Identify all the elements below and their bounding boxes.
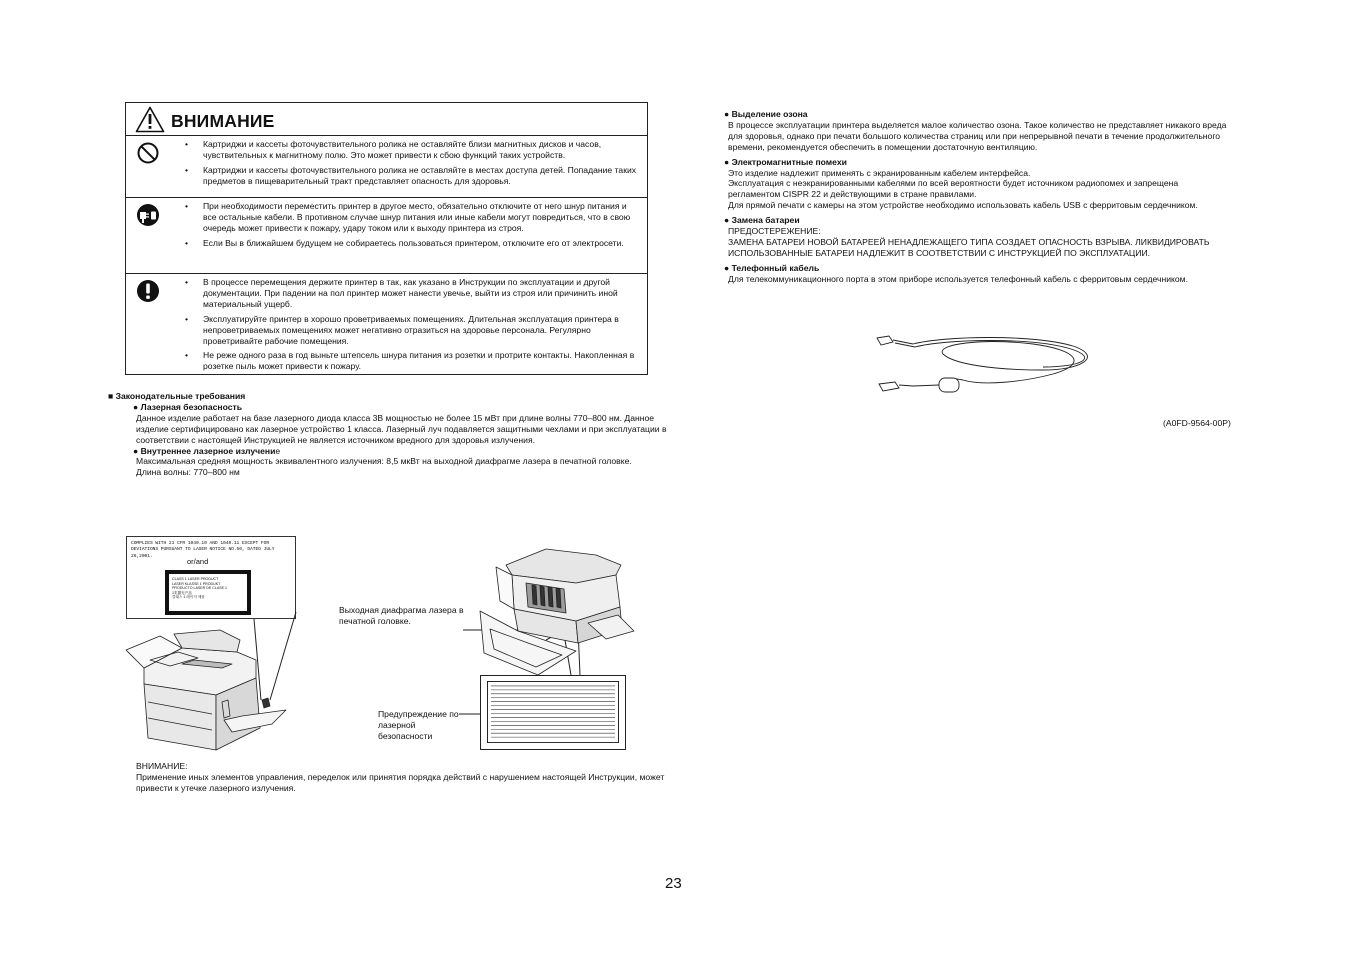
internal-laser-heading: ● Внутреннее лазерное излучени <box>133 445 276 456</box>
warning-item: • Картриджи и кассеты фоточувствительного ролика не оставляйте в местах доступа детей. Попадание таких предметов в пищеварительный тракт представляет опасность для здоровья. <box>170 165 639 187</box>
emi-line: Для прямой печати с камеры на этом устройстве необходимо использовать кабель USB с ферритовым сердечником. <box>728 200 1198 211</box>
compliance-line: DEVIATIONS PURSUANT TO LASER NOTICE NO.50, DATED JULY 26,2001. <box>131 547 275 559</box>
right-column <box>724 109 1229 289</box>
warning-item: • В процессе перемещения держите принтер в так, как указано в Инструкции по эксплуатации и другой документации. При падении на пол принтер может нанести увечье, выйти из строя или причинить иной материальный ущерб. <box>170 277 639 310</box>
battery-caution: ПРЕДОСТЕРЕЖЕНИЕ: <box>728 226 821 237</box>
ozone-body: В процессе эксплуатации принтера выделяется малое количество озона. Такое количество не представляет никакого вреда для здоровья, однако при печати большого количества страниц или при непрерывной печати в течение продолжительного времени, рекомендуется обеспечить в помещении достаточную вентиляцию. <box>728 119 1227 152</box>
warning-item: • При необходимости переместить принтер в другое место, обязательно отключите от него шнур питания и все остальные кабели. В противном случае шнур питания или иные кабели могут повредиться, что в свою очередь может привести к пожару, удару током или к выходу принтера из строя. <box>170 201 639 234</box>
warning-row-unplug <box>126 198 647 274</box>
compliance-line: COMPLIES WITH 21 CFR 1040.10 AND 1040.11 EXCEPT FOR <box>131 541 270 546</box>
class-line: LASER KLASSE 1 PRODUKT <box>172 581 221 586</box>
class-line: PRODUCTO LASER DE CLASE 1 <box>172 586 228 591</box>
prohibited-icon <box>136 141 160 165</box>
page-number: 23 <box>665 875 682 892</box>
emi-line: Это изделие надлежит применять с экранированным кабелем интерфейса. <box>728 167 1031 178</box>
phone-body: Для телекоммуникационного порта в этом приборе используется телефонный кабель с ферритовым сердечником. <box>728 273 1188 284</box>
class1-label <box>165 570 251 615</box>
or-and-label: or/and <box>187 557 209 566</box>
warning-row-exclamation <box>126 274 647 374</box>
warning-item: • Картриджи и кассеты фоточувствительного ролика не оставляйте близи магнитных дисков и часов, чувствительных к магнитному полю. Это может привести к сбою функций таких устройств. <box>170 139 639 161</box>
internal-laser-heading-tail: е <box>275 445 281 456</box>
legal-heading: ■ Законодательные требования <box>108 391 246 401</box>
exclamation-icon <box>136 279 160 303</box>
ozone-heading: ● Выделение озона <box>724 109 808 119</box>
warning-list <box>170 274 647 374</box>
battery-body: ЗАМЕНА БАТАРЕИ НОВОЙ БАТАРЕЕЙ НЕНАДЛЕЖАЩЕГО ТИПА СОЗДАЕТ ОПАСНОСТЬ ВЗРЫВА. ЛИКВИДИРОВАТЬ ИСПОЛЬЗОВАННЫЕ БАТАРЕИ НАДЛЕЖИТ В СООТВЕТСТВИИ С ИНСТРУКЦИЕЙ ПО ЭКСПЛУАТАЦИИ. <box>728 236 1210 258</box>
laser-safety-body: Данное изделие работает на базе лазерного диода класса 3B мощностью не более 15 мВт при длине волны 770–800 нм. Данное изделие сертифицировано как лазерное устройство 1 класса. Лазерный луч подавляется защитными чехлами и при эксплуатации в соответствии с настоящей Инструкцией не является источником вредного для здоровья излучения. <box>136 412 667 445</box>
class-line: 클래스 1 레이저 제품 <box>172 595 205 600</box>
printer-open-illustration <box>466 543 636 675</box>
laser-warning-label <box>480 675 626 750</box>
phone-cable-illustration <box>873 330 1113 404</box>
laser-safety-heading: ● Лазерная безопасность <box>133 401 243 412</box>
caution-section <box>136 761 676 794</box>
battery-heading: ● Замена батареи <box>724 215 800 226</box>
warning-title: ВНИМАНИЕ <box>171 111 275 132</box>
emi-line: Эксплуатация с неэкранированными кабелями по всей вероятности будет источником радиопомех и запрещена регламентом CISPR 22 и действующими в стране правилами. <box>728 178 1179 200</box>
caution-title: ВНИМАНИЕ: <box>136 761 188 771</box>
warning-label-callout: Предупреждение по лазерной безопасности <box>378 709 459 741</box>
class-line: 1类激光产品 <box>172 590 192 595</box>
warning-item: • Эксплуатируйте принтер в хорошо проветриваемых помещениях. Длительная эксплуатация принтера в непроветриваемых помещениях может негативно отразиться на здоровье персонала. Регулярно проветривайте рабочие помещения. <box>170 314 639 347</box>
wavelength: Длина волны: 770–800 нм <box>136 467 240 478</box>
emi-heading: ● Электромагнитные помехи <box>724 156 847 167</box>
warning-item: • Не реже одного раза в год выньте штепсель шнура питания из розетки и протрите контакты. Накопленная в розетке пыль может привести к пожару. <box>170 350 639 372</box>
warning-list <box>170 136 647 197</box>
warning-triangle-icon <box>135 106 165 133</box>
compliance-label-panel <box>126 536 296 619</box>
class-line: CLASS 1 LASER PRODUCT <box>172 577 219 581</box>
aperture-callout: Выходная диафрагма лазера в печатной головке. <box>339 605 464 626</box>
warning-box <box>125 102 648 375</box>
internal-laser-body: Максимальная средняя мощность эквивалентного излучения: 8,5 мкВт на выходной диафрагме лазера в печатной головке. <box>136 456 632 467</box>
phone-heading: ● Телефонный кабель <box>724 262 820 273</box>
printer-illustration <box>122 620 292 752</box>
part-number: (A0FD-9564-00P) <box>1163 418 1231 428</box>
warning-item: • Если Вы в ближайшем будущем не собираетесь пользоваться принтером, отключите его от электросети. <box>170 238 639 249</box>
unplug-icon <box>136 203 160 227</box>
caution-body: Применение иных элементов управления, переделок или принятия порядка действий с нарушением настоящей Инструкции, может привести к утечке лазерного излучения. <box>136 771 665 793</box>
laser-warning-label-lines <box>487 681 619 743</box>
legal-section <box>108 391 668 478</box>
warning-header <box>126 103 647 136</box>
warning-list <box>170 198 647 273</box>
warning-row-prohibited <box>126 136 647 198</box>
